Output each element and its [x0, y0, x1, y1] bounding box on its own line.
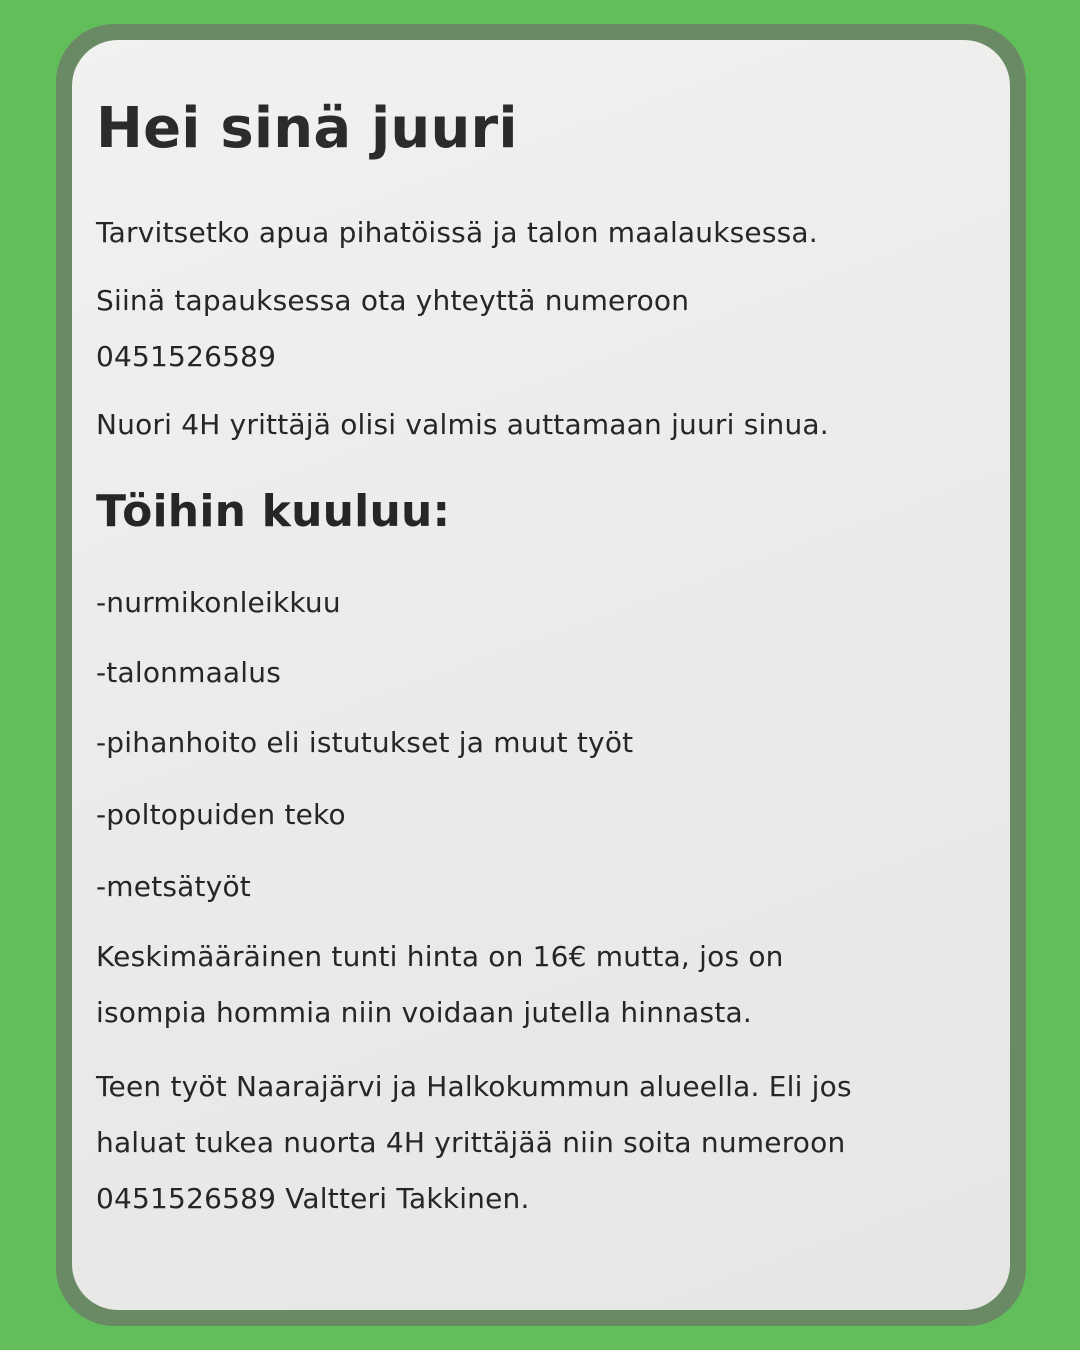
- phone-number: 0451526589: [96, 340, 277, 373]
- closing-line: haluat tukea nuorta 4H yrittäjää niin soita numeroon: [96, 1126, 846, 1159]
- closing-line: 0451526589 Valtteri Takkinen.: [96, 1182, 530, 1215]
- price-line: isompia hommia niin voidaan jutella hinnasta.: [96, 996, 752, 1029]
- closing-line: Teen työt Naarajärvi ja Halkokummun alueella. Eli jos: [96, 1070, 852, 1103]
- intro-line: Tarvitsetko apua pihatöissä ja talon maalauksessa.: [96, 216, 818, 249]
- notice-title: Hei sinä juuri: [96, 96, 518, 161]
- task-item: -metsätyöt: [96, 870, 251, 903]
- price-line: Keskimääräinen tunti hinta on 16€ mutta, jos on: [96, 940, 784, 973]
- task-item: -talonmaalus: [96, 656, 282, 689]
- task-item: -pihanhoito eli istutukset ja muut työt: [96, 726, 634, 759]
- intro-line: Siinä tapauksessa ota yhteyttä numeroon: [96, 284, 690, 317]
- task-item: -nurmikonleikkuu: [96, 586, 341, 619]
- intro-line: Nuori 4H yrittäjä olisi valmis auttamaan juuri sinua.: [96, 408, 829, 441]
- tasks-heading: Töihin kuuluu:: [96, 486, 451, 537]
- task-item: -poltopuiden teko: [96, 798, 346, 831]
